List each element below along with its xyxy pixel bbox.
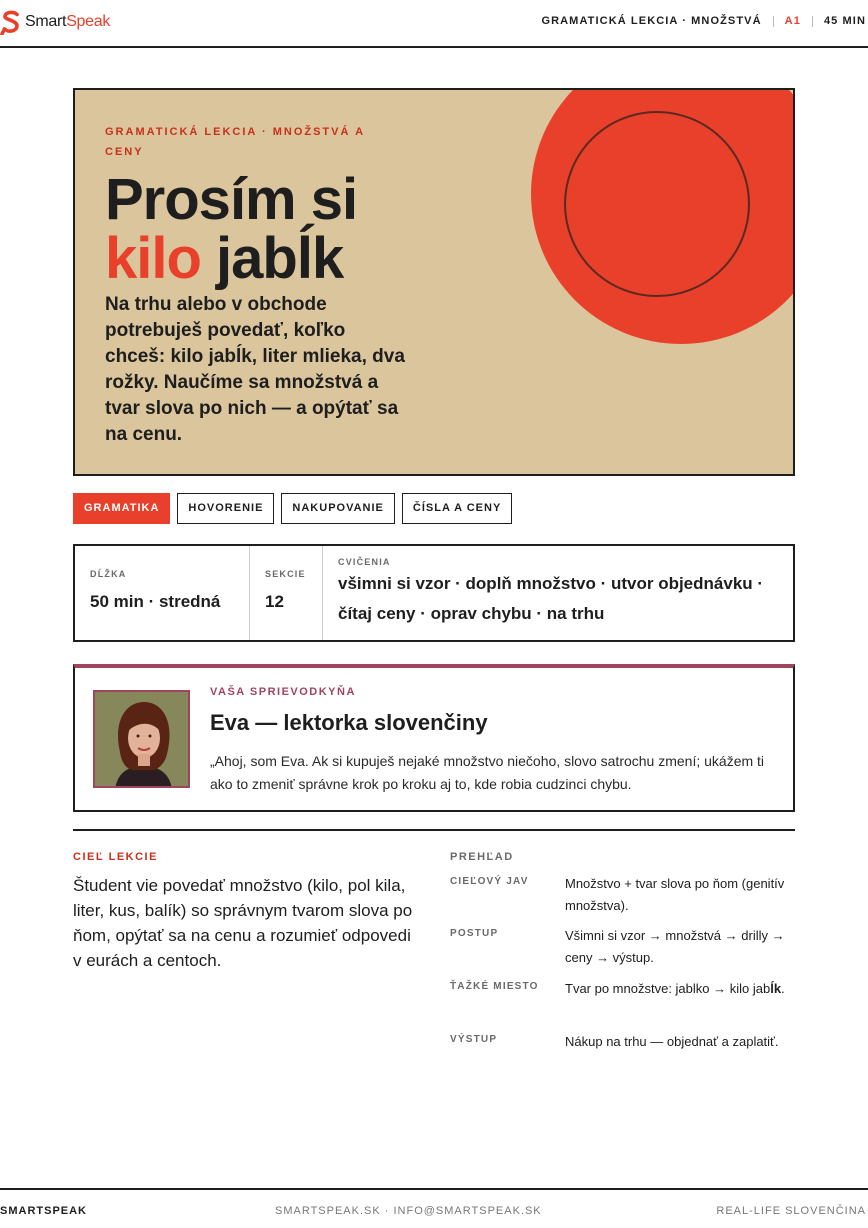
lesson-meta bbox=[541, 15, 866, 27]
guide-name: Eva — lektorka slovenčiny bbox=[210, 710, 488, 735]
stat-value: 12 bbox=[265, 592, 284, 611]
lesson-type: GRAMATICKÁ LEKCIA · MNOŽSTVÁ bbox=[541, 15, 762, 27]
stat-duration bbox=[75, 546, 250, 640]
lesson-duration: 45 MIN bbox=[823, 15, 866, 27]
overview-key: CIEĽOVÝ JAV bbox=[450, 876, 529, 887]
stat-label: SEKCIE bbox=[265, 569, 306, 579]
lesson-stats bbox=[73, 544, 795, 642]
divider bbox=[773, 16, 774, 27]
overview-label: PREHĽAD bbox=[450, 851, 514, 863]
stat-label: DĹŽKA bbox=[90, 569, 127, 579]
overview-key: POSTUP bbox=[450, 928, 499, 939]
overview-value: Nákup na trhu — objednať a zaplatiť. bbox=[565, 1034, 779, 1049]
overview-value: Všimni si vzor → množstvá → drilly → ceny → výstup. bbox=[565, 928, 785, 965]
stat-value: 50 min · stredná bbox=[90, 592, 221, 611]
stat-sections bbox=[250, 546, 323, 640]
title-rest: jabĺk bbox=[200, 226, 344, 291]
smartspeak-logo-icon bbox=[0, 9, 22, 35]
guide-avatar bbox=[93, 690, 190, 788]
tag-nakupovanie[interactable]: NAKUPOVANIE bbox=[281, 493, 394, 524]
brand-logo[interactable] bbox=[0, 9, 110, 35]
overview-value: Množstvo + tvar slova po ňom (genitív množstva). bbox=[565, 876, 785, 913]
level-badge: A1 bbox=[784, 15, 801, 27]
title-line-1: Prosím si bbox=[105, 167, 358, 232]
overview-key: ŤAŽKÉ MIESTO bbox=[450, 981, 539, 992]
footer-tagline: REAL-LIFE SLOVENČINA bbox=[716, 1205, 866, 1217]
portrait-illustration bbox=[95, 692, 190, 788]
overview-value: Tvar po množstve: jablko → kilo jabĺk. bbox=[565, 981, 785, 996]
guide-quote: „Ahoj, som Eva. Ak si kupuješ nejaké množstvo niečoho, slovo satrochu zmení; ukážem ti ako to zmeniť správne krok po kroku aj to, kde robia cudzinci chybu. bbox=[210, 753, 765, 792]
top-bar bbox=[0, 0, 868, 48]
decorative-ring bbox=[564, 111, 750, 297]
divider bbox=[812, 16, 813, 27]
hero-eyebrow: GRAMATICKÁ LEKCIA · MNOŽSTVÁ A CENY bbox=[105, 126, 365, 158]
stat-label: CVIČENIA bbox=[338, 557, 391, 567]
stat-exercises bbox=[323, 546, 793, 640]
topic-tags bbox=[73, 493, 512, 524]
page-title bbox=[105, 167, 505, 291]
section-divider bbox=[73, 829, 795, 831]
overview-row bbox=[450, 925, 795, 969]
tag-hovorenie[interactable]: HOVORENIE bbox=[177, 493, 274, 524]
guide-kicker: VAŠA SPRIEVODKYŇA bbox=[210, 686, 356, 698]
overview-key: VÝSTUP bbox=[450, 1034, 498, 1045]
title-accent: kilo bbox=[105, 226, 201, 291]
footer bbox=[0, 1188, 868, 1228]
tag-cisla-a-ceny[interactable]: ČÍSLA A CENY bbox=[402, 493, 512, 524]
stat-value: všimni si vzor · doplň množstvo · utvor objednávku · čítaj ceny · oprav chybu · na trhu bbox=[338, 574, 764, 623]
overview-row bbox=[450, 978, 795, 1000]
hero-card bbox=[73, 88, 795, 476]
goal-label: CIEĽ LEKCIE bbox=[73, 851, 158, 863]
tag-gramatika[interactable]: GRAMATIKA bbox=[73, 493, 170, 524]
footer-brand: SMARTSPEAK bbox=[0, 1205, 88, 1217]
overview-row bbox=[450, 873, 795, 917]
goal-text: Študent vie povedať množstvo (kilo, pol kila, liter, kus, balík) so správnym tvarom slova po ňom, opýtať sa na cenu a rozumieť odpovedi v eurách a centoch. bbox=[73, 876, 413, 970]
overview-row bbox=[450, 1031, 795, 1053]
hero-lead: Na trhu alebo v obchode potrebuješ povedať, koľko chceš: kilo jabĺk, liter mlieka, dva rožky. Naučíme sa množstvá a tvar slova po nich — a opýtať sa na cenu. bbox=[105, 294, 405, 445]
footer-contact-link[interactable]: SMARTSPEAK.SK · INFO@SMARTSPEAK.SK bbox=[275, 1205, 542, 1217]
guide-card bbox=[73, 664, 795, 812]
brand-name: SmartSpeak bbox=[25, 13, 111, 30]
